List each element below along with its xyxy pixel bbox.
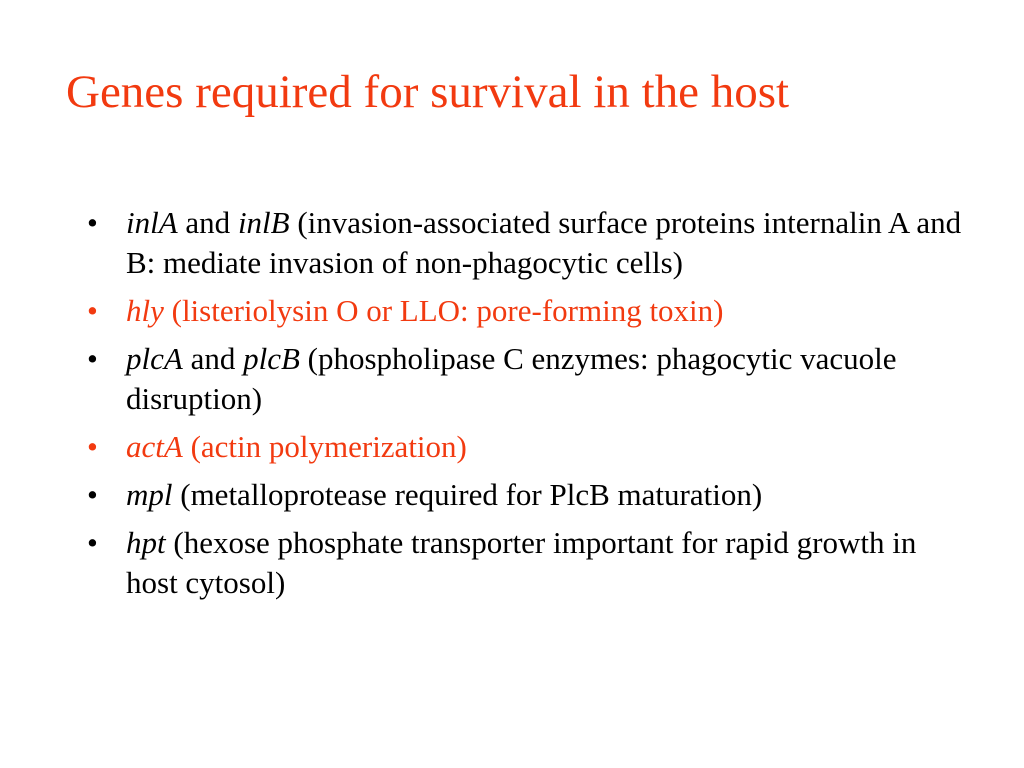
bullet-item-inla-inlb xyxy=(87,203,967,283)
gene-description: (invasion-associated surface proteins internalin A and B: mediate invasion of non-phagocytic cells) xyxy=(126,205,962,280)
gene-name: hly xyxy=(126,293,164,328)
bullet-list xyxy=(87,203,967,611)
gene-name: mpl xyxy=(126,477,173,512)
connector-text: and xyxy=(182,341,244,376)
bullet-dot-icon: • xyxy=(87,293,98,328)
gene-name: actA xyxy=(126,429,183,464)
gene-description: (listeriolysin O or LLO: pore-forming toxin) xyxy=(163,293,724,328)
gene-name: inlA xyxy=(126,205,178,240)
bullet-item-acta xyxy=(87,427,967,467)
bullet-item-hly xyxy=(87,291,967,331)
gene-description: (phospholipase C enzymes: phagocytic vacuole disruption) xyxy=(126,341,897,416)
bullet-dot-icon: • xyxy=(87,477,98,512)
gene-name: inlB xyxy=(237,205,290,240)
bullet-dot-icon: • xyxy=(87,429,98,464)
bullet-dot-icon: • xyxy=(87,341,98,376)
bullet-item-plca-plcb xyxy=(87,339,967,419)
bullet-dot-icon: • xyxy=(87,525,98,560)
gene-name: plcA xyxy=(126,341,183,376)
bullet-dot-icon: • xyxy=(87,205,98,240)
gene-description: (metalloprotease required for PlcB maturation) xyxy=(172,477,763,512)
gene-description: (actin polymerization) xyxy=(182,429,467,464)
bullet-item-mpl xyxy=(87,475,967,515)
slide-title: Genes required for survival in the host xyxy=(66,66,790,118)
gene-description: (hexose phosphate transporter important for rapid growth in host cytosol) xyxy=(126,525,917,600)
gene-name: plcB xyxy=(243,341,300,376)
connector-text: and xyxy=(177,205,238,240)
gene-name: hpt xyxy=(126,525,166,560)
bullet-item-hpt xyxy=(87,523,967,603)
